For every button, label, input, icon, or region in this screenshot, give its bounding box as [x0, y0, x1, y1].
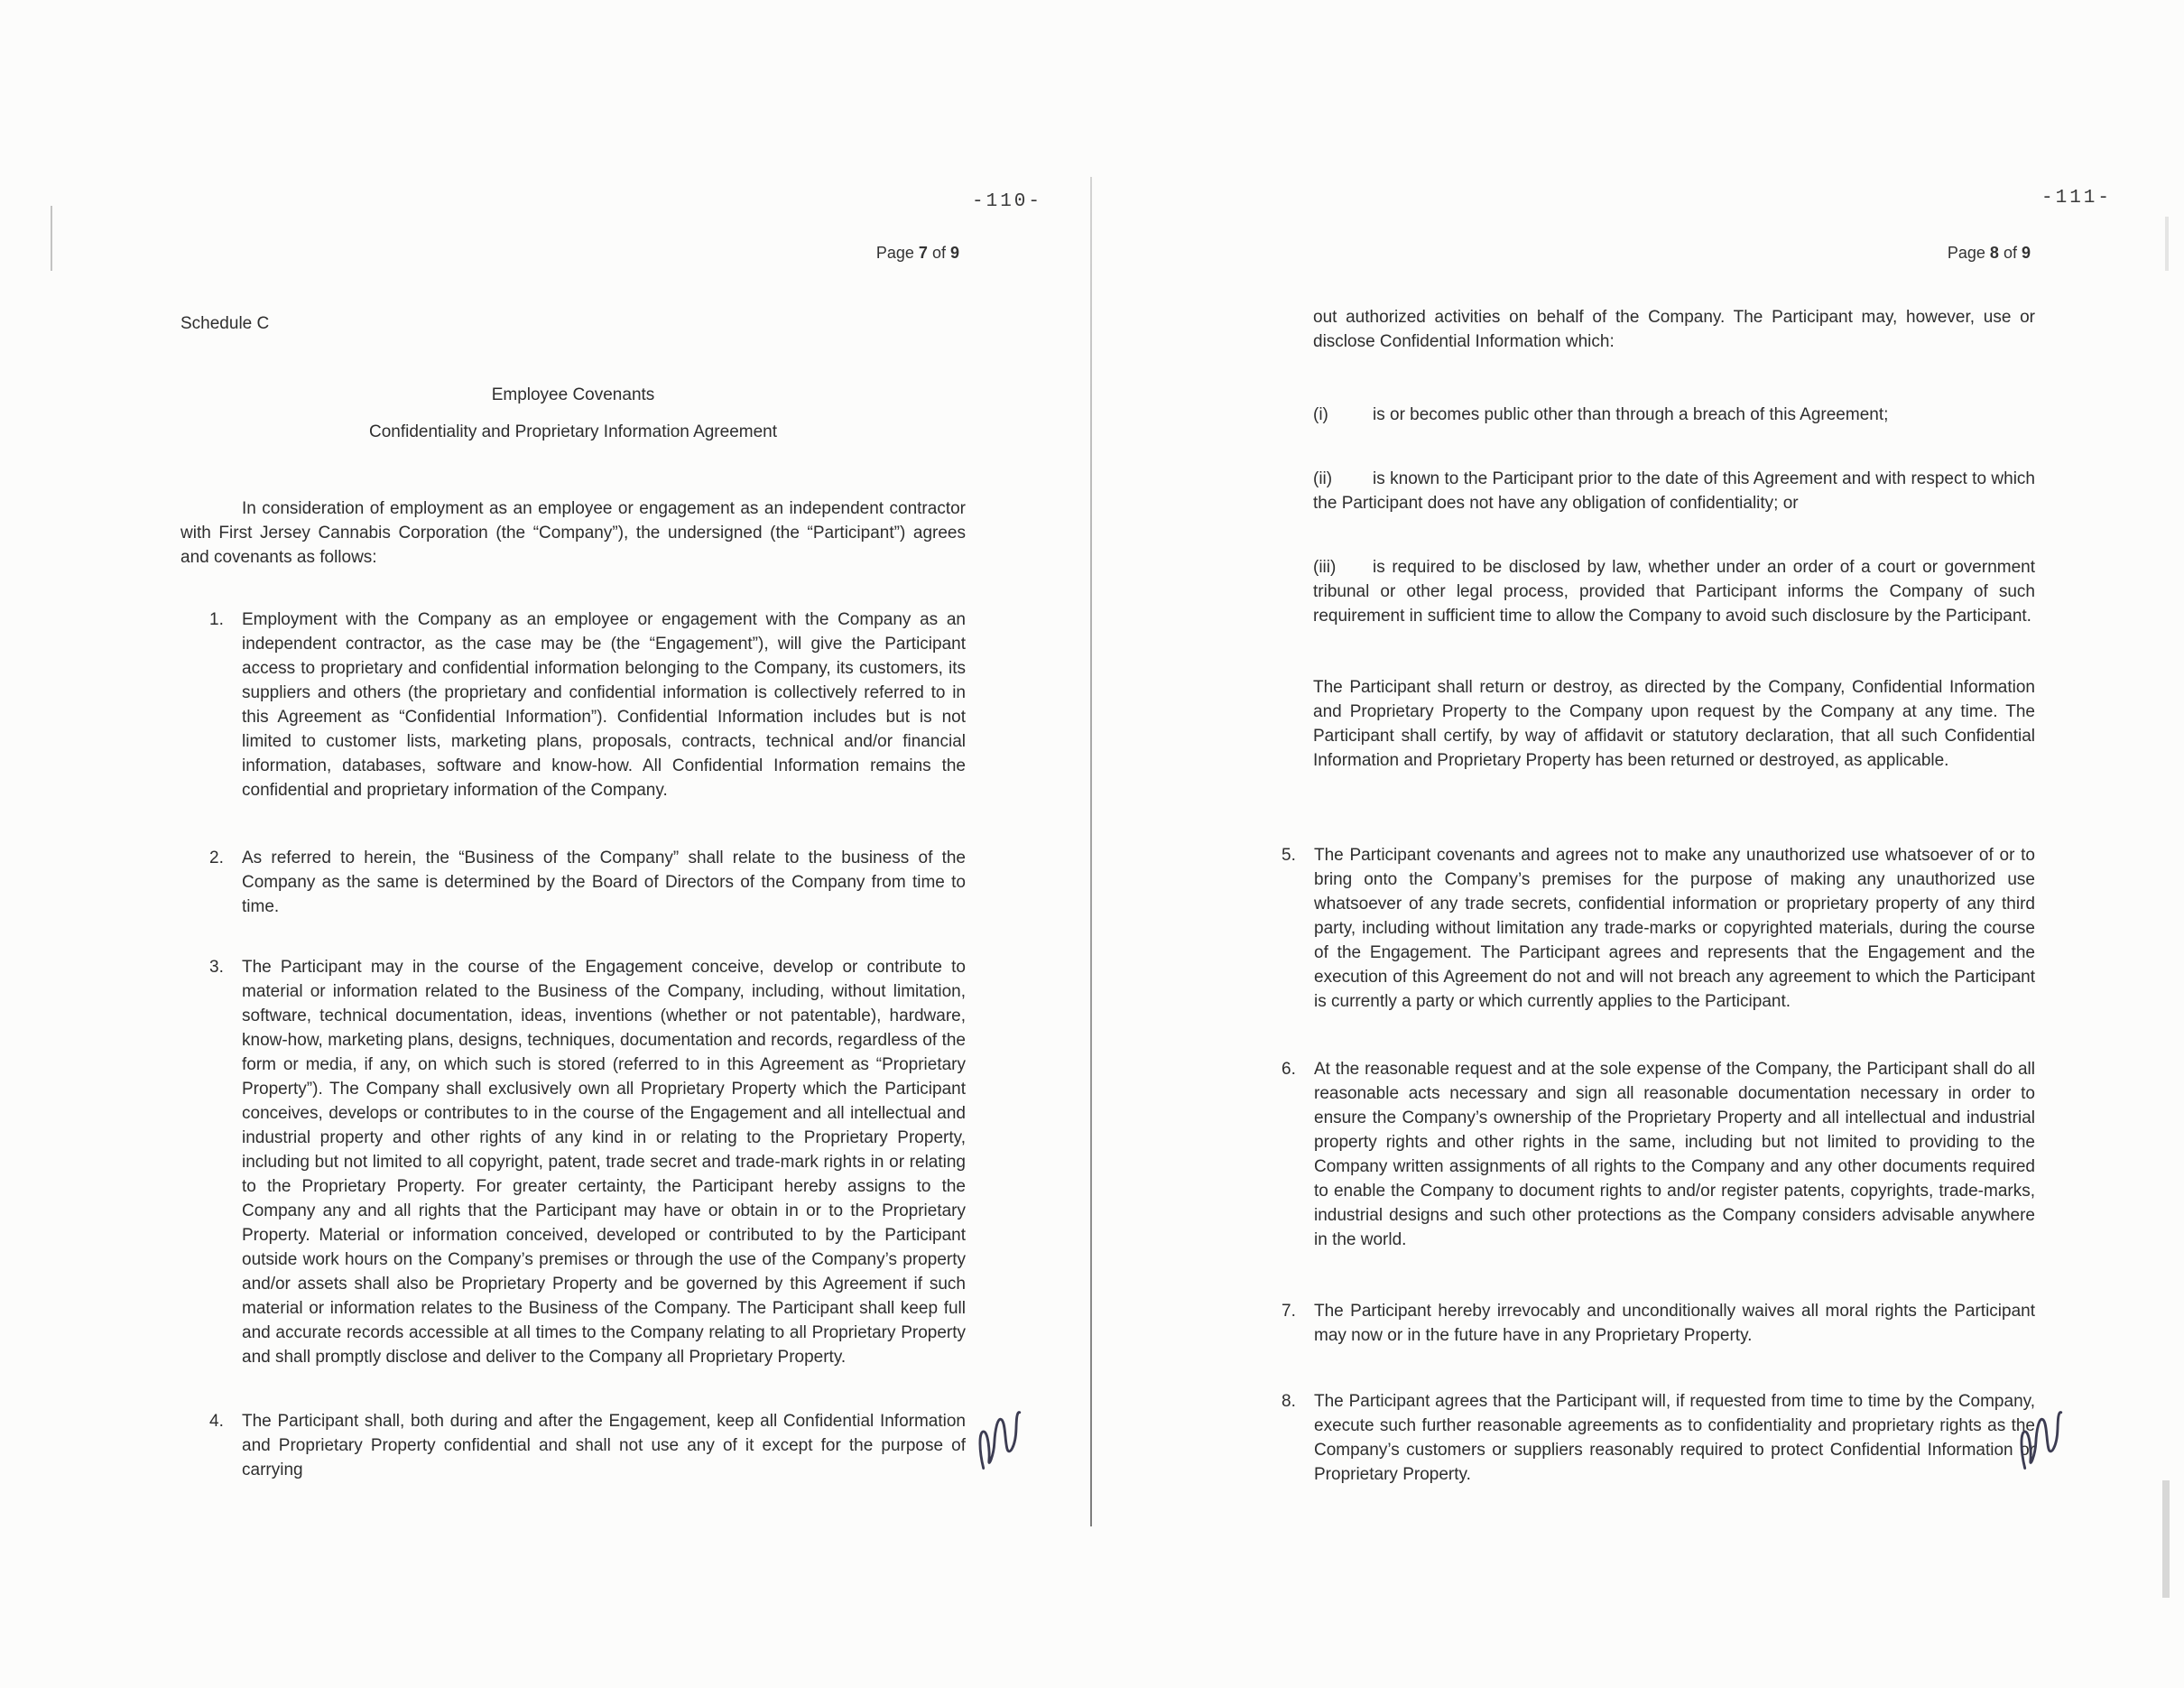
exception-item-iii — [1313, 555, 2035, 628]
bates-number: -111- — [2041, 188, 2112, 209]
of-word: of — [2003, 244, 2017, 262]
covenant-item-8 — [1282, 1389, 2035, 1487]
of-word: of — [931, 244, 946, 262]
handwritten-initials — [2005, 1410, 2076, 1466]
item-text: The Participant agrees that the Participant will, if requested from time to time by the Company, execute such further reasonable agreements as to confidentiality and proprietary rights as the Company’s customers or suppliers reasonably required to protect Confidential Information or Proprietary Property. — [1314, 1392, 2035, 1484]
continuation-paragraph: out authorized activities on behalf of the Company. The Participant may, however, use or disclose Confidential Information which: — [1313, 308, 2035, 351]
roman-number: (ii) — [1313, 469, 1333, 488]
item-number: 6. — [1282, 1060, 1296, 1079]
scan-artifact-left-edge — [51, 206, 52, 271]
covenant-item-6 — [1282, 1057, 2035, 1252]
handwritten-initials — [964, 1410, 1034, 1466]
item-text: At the reasonable request and at the sole expense of the Company, the Participant shall do all reasonable acts necessary and sign all reasonable documentation necessary in order to ensure the Company’s ownership of the Proprietary Property and all intellectual and industrial property rights and other rights in the same, including but not limited to providing to the Company written assignments of all rights to the Company and any other documents required to enable the Company to document rights to and/or register patents, copyrights, trade-marks, industrial designs and such other protections as the Company considers advisable anywhere in the world. — [1314, 1060, 2035, 1249]
item-text: The Participant hereby irrevocably and unconditionally waives all moral rights the Participant may now or in the future have in any Proprietary Property. — [1314, 1302, 2035, 1345]
item-number: 2. — [209, 849, 224, 867]
item-number: 8. — [1282, 1392, 1296, 1411]
return-destroy-paragraph: The Participant shall return or destroy, as directed by the Company, Confidential Information and Proprietary Property to the Company upon request by the Company at any time. The Participant shall certify, by way of affidavit or statutory declaration, that all such Confidential Information and Proprietary Property has been returned or destroyed, as applicable. — [1313, 678, 2035, 770]
item-text: The Participant shall, both during and after the Engagement, keep all Confidential Information and Proprietary Property confidential and shall not use any of it except for the purpose of carrying — [242, 1412, 966, 1479]
item-text: As referred to herein, the “Business of the Company” shall relate to the business of the Company as the same is determined by the Board of Directors of the Company from time to time. — [242, 849, 966, 916]
schedule-label: Schedule C — [180, 314, 270, 333]
page-number: 7 — [918, 244, 928, 262]
page-7-content — [0, 0, 1092, 1482]
scan-fold-line — [1090, 177, 1092, 1526]
covenant-item-1 — [209, 607, 966, 802]
item-number: 1. — [209, 610, 224, 629]
item-number: 3. — [209, 958, 224, 977]
roman-text: is or becomes public other than through a breach of this Agreement; — [1373, 405, 1889, 424]
item-number: 4. — [209, 1412, 224, 1431]
scan-artifact-right-edge-top — [2165, 217, 2169, 271]
covenant-item-4 — [209, 1409, 966, 1482]
roman-number: (i) — [1313, 405, 1328, 424]
page-8-content — [1092, 0, 2184, 1487]
item-number: 5. — [1282, 846, 1296, 865]
covenant-item-2 — [209, 846, 966, 919]
page-total: 9 — [949, 244, 959, 262]
item-text: The Participant covenants and agrees not to make any unauthorized use whatsoever of or to bring onto the Company’s premises for the purpose of making any unauthorized use whatsoever of any trade secrets, confidential information or proprietary property of any third party, including without limitation any trade-marks or copyrighted materials, during the course of the Engagement. The Participant agrees and represents that the Engagement and the execution of this Agreement do not and will not breach any agreement to which the Participant is currently a party or which currently applies to the Participant. — [1314, 846, 2035, 1011]
document-subtitle: Confidentiality and Proprietary Information Agreement — [368, 422, 778, 441]
page-word: Page — [875, 244, 914, 262]
covenant-item-3 — [209, 955, 966, 1369]
roman-number: (iii) — [1313, 558, 1337, 577]
bates-number: -110- — [971, 191, 1042, 212]
exception-item-ii — [1313, 467, 2035, 515]
covenant-item-7 — [1282, 1299, 2035, 1348]
page-number: 8 — [1989, 244, 1999, 262]
document-page-8 — [1092, 0, 2184, 1688]
intro-paragraph: In consideration of employment as an employee or engagement as an independent contractor with First Jersey Cannabis Corporation (the “Company”), the undersigned (the “Participant”) agrees and covenants as follows: — [180, 499, 966, 567]
roman-text: is known to the Participant prior to the date of this Agreement and with respect to which the Participant does not have any obligation of confidentiality; or — [1313, 469, 2035, 513]
item-number: 7. — [1282, 1302, 1296, 1321]
item-text: The Participant may in the course of the Engagement conceive, develop or contribute to material or information related to the Business of the Company, including, without limitation, software, technical documentation, ideas, inventions (whether or not patentable), hardware, know-how, marketing plans, designs, techniques, documentation and records, regardless of the form or media, if any, on which such is stored (referred to in this Agreement as “Proprietary Property”). The Company shall exclusively own all Proprietary Property which the Participant conceives, develops or contributes to in the course of the Engagement and all intellectual and industrial property and other rights of any kind in or relating to the Proprietary Property, including but not limited to all copyright, patent, trade secret and trade-mark rights in or relating to the Proprietary Property. For greater certainty, the Participant hereby assigns to the Company any and all rights that the Participant may have or obtain in or to the Proprietary Property. Material or information conceived, developed or contributed to by the Participant outside work hours on the Company’s premises or through the use of the Company’s property and/or assets shall also be Proprietary Property and be governed by this Agreement if such material or information relates to the Business of the Company. The Participant shall keep full and accurate records accessible at all times to the Company relating to all Proprietary Property and shall promptly disclose and deliver to the Company all Proprietary Property. — [242, 958, 966, 1367]
item-text: Employment with the Company as an employee or engagement with the Company as an independent contractor, as the case may be (the “Engagement”), will give the Participant access to proprietary and confidential information belonging to the Company, its customers, its suppliers and others (the proprietary and confidential information is collectively referred to in this Agreement as “Confidential Information”). Confidential Information includes but is not limited to customer lists, marketing plans, proposals, contracts, technical and/or financial information, databases, software and know-how. All Confidential Information remains the confidential and proprietary information of the Company. — [242, 610, 966, 800]
scan-artifact-right-edge — [2162, 1480, 2170, 1598]
roman-text: is required to be disclosed by law, whether under an order of a court or government tribunal or other legal process, provided that Participant informs the Company of such requirement in sufficient time to allow the Company to avoid such disclosure by the Participant. — [1313, 558, 2035, 626]
page-total: 9 — [2021, 244, 2031, 262]
covenant-item-5 — [1282, 843, 2035, 1014]
exception-item-i — [1313, 403, 2035, 427]
document-title: Employee Covenants — [491, 385, 655, 404]
page-word: Page — [1947, 244, 1985, 262]
